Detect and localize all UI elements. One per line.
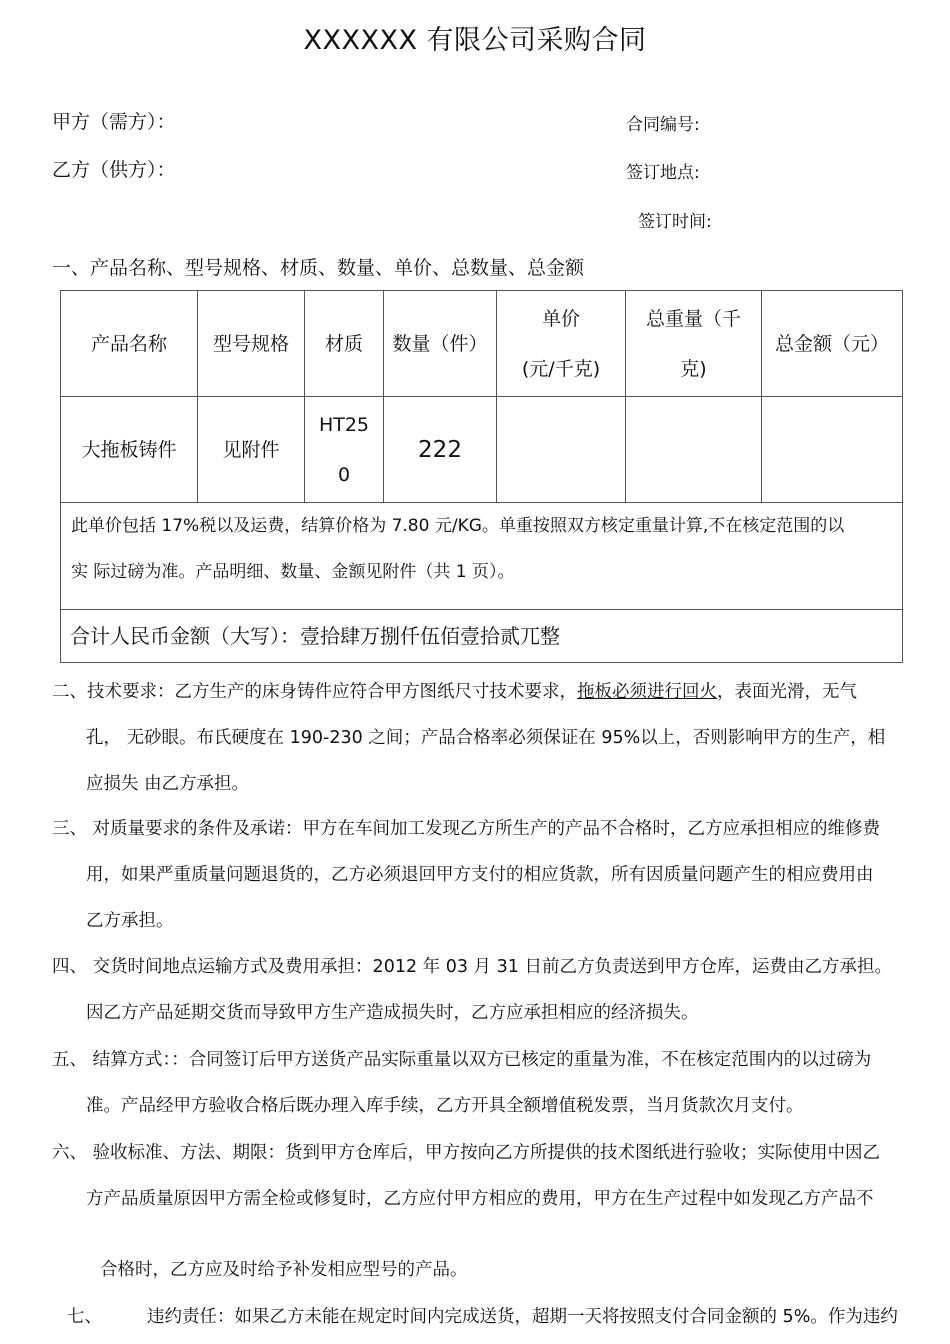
header-price (497, 291, 626, 397)
clause2-line3: 应损失 由乙方承担。 (86, 774, 250, 794)
header-name: 产品名称 (61, 291, 198, 397)
clause2-text-a: 二、技术要求：乙方生产的床身铸件应符合甲方图纸尺寸技术要求， (52, 682, 577, 702)
table-header-row (61, 291, 903, 397)
clause2-line1 (52, 669, 910, 715)
sign-place-label: 签订地点: (626, 163, 700, 183)
table-row (61, 397, 903, 503)
cell-material (305, 397, 384, 503)
section1-heading: 一、产品名称、型号规格、材质、数量、单价、总数量、总金额 (52, 257, 585, 279)
table-note-row (61, 503, 903, 610)
party-a-label: 甲方（需方）： (52, 111, 176, 133)
clause7-text: 违约责任：如果乙方未能在规定时间内完成送货，超期一天将按照支付合同金额的 5%。作为违约 (147, 1307, 898, 1327)
clause6-line3: 合格时，乙方应及时给予补发相应型号的产品。 (100, 1260, 468, 1280)
header-model: 型号规格 (198, 291, 305, 397)
clause-delivery (52, 944, 910, 1036)
clause-acceptance (52, 1130, 910, 1222)
clause-technical-requirements (52, 669, 910, 807)
cell-name: 大拖板铸件 (61, 397, 198, 503)
table-total-row (61, 610, 903, 663)
header-weight-line2: 克) (680, 357, 707, 380)
clause-liability (52, 1294, 910, 1340)
page-title: XXXXXX 有限公司采购合同 (303, 25, 647, 56)
clause6-line1: 六、 验收标准、方法、期限：货到甲方仓库后，甲方按向乙方所提供的技术图纸进行验收；实际使用中因乙 (52, 1143, 881, 1163)
clause6-continuation (52, 1247, 910, 1293)
header-weight (626, 291, 762, 397)
cell-model: 见附件 (198, 397, 305, 503)
cell-amount (762, 397, 903, 503)
party-b-label: 乙方（供方）： (52, 159, 176, 181)
sign-time-label: 签订时间: (638, 212, 712, 232)
clause4-line1: 四、 交货时间地点运输方式及费用承担：2012 年 03 月 31 日前乙方负责送到甲方仓库，运费由乙方承担。 (52, 957, 892, 977)
price-note-line2: 实 际过磅为准。产品明细、数量、金额见附件（共 1 页）。 (71, 562, 515, 582)
clause2-line2: 孔， 无砂眼。布氏硬度在 190-230 之间；产品合格率必须保证在 95%以上，否则影响甲方的生产，相 (86, 728, 886, 748)
cell-price (497, 397, 626, 503)
header-material: 材质 (305, 291, 384, 397)
clause3-line1: 三、 对质量要求的条件及承诺：甲方在车间加工发现乙方所生产的产品不合格时，乙方应承担相应的维修费 (52, 819, 881, 839)
clause-quality (52, 806, 910, 944)
clause-settlement (52, 1037, 910, 1129)
header-qty: 数量（件） (384, 291, 497, 397)
clause6-line2: 方产品质量原因甲方需全检或修复时，乙方应付甲方相应的费用，甲方在生产过程中如发现乙方产品不 (86, 1189, 874, 1209)
header-amount: 总金额（元） (762, 291, 903, 397)
clause5-line1: 五、 结算方式：：合同签订后甲方送货产品实际重量以双方已核定的重量为准，不在核定范围内的以过磅为 (52, 1050, 872, 1070)
clause7-number: 七、 (67, 1307, 102, 1327)
product-table (60, 290, 903, 663)
clause7-line1 (52, 1294, 910, 1340)
clause2-text-b: ，表面光滑，无气 (717, 682, 857, 702)
clause3-line3: 乙方承担。 (86, 911, 174, 931)
cell-material-line1: HT25 (318, 413, 370, 436)
cell-qty: 222 (384, 397, 497, 503)
clause4-line2: 因乙方产品延期交货而导致甲方生产造成损失时，乙方应承担相应的经济损失。 (86, 1003, 699, 1023)
clause2-underlined: 拖板必须进行回火 (577, 682, 717, 702)
header-price-line2: (元/千克) (521, 357, 601, 380)
total-amount: 合计人民币金额（大写）：壹拾肆万捌仟伍佰壹拾贰兀整 (61, 610, 903, 663)
price-note (61, 503, 903, 610)
contract-no-label: 合同编号: (626, 115, 700, 135)
price-note-line1: 此单价包括 17%税以及运费，结算价格为 7.80 元/KG。单重按照双方核定重量计算,不在核定范围的以 (71, 516, 845, 536)
clause5-line2: 准。产品经甲方验收合格后既办理入库手续，乙方开具全额增值税发票，当月货款次月支付。 (86, 1096, 804, 1116)
cell-weight (626, 397, 762, 503)
header-price-line1: 单价 (541, 307, 580, 330)
cell-material-line2: 0 (337, 463, 351, 486)
clause3-line2: 用，如果严重质量问题退货的，乙方必须退回甲方支付的相应货款，所有因质量问题产生的相应费用由 (86, 865, 874, 885)
header-weight-line1: 总重量（千 (645, 307, 741, 330)
